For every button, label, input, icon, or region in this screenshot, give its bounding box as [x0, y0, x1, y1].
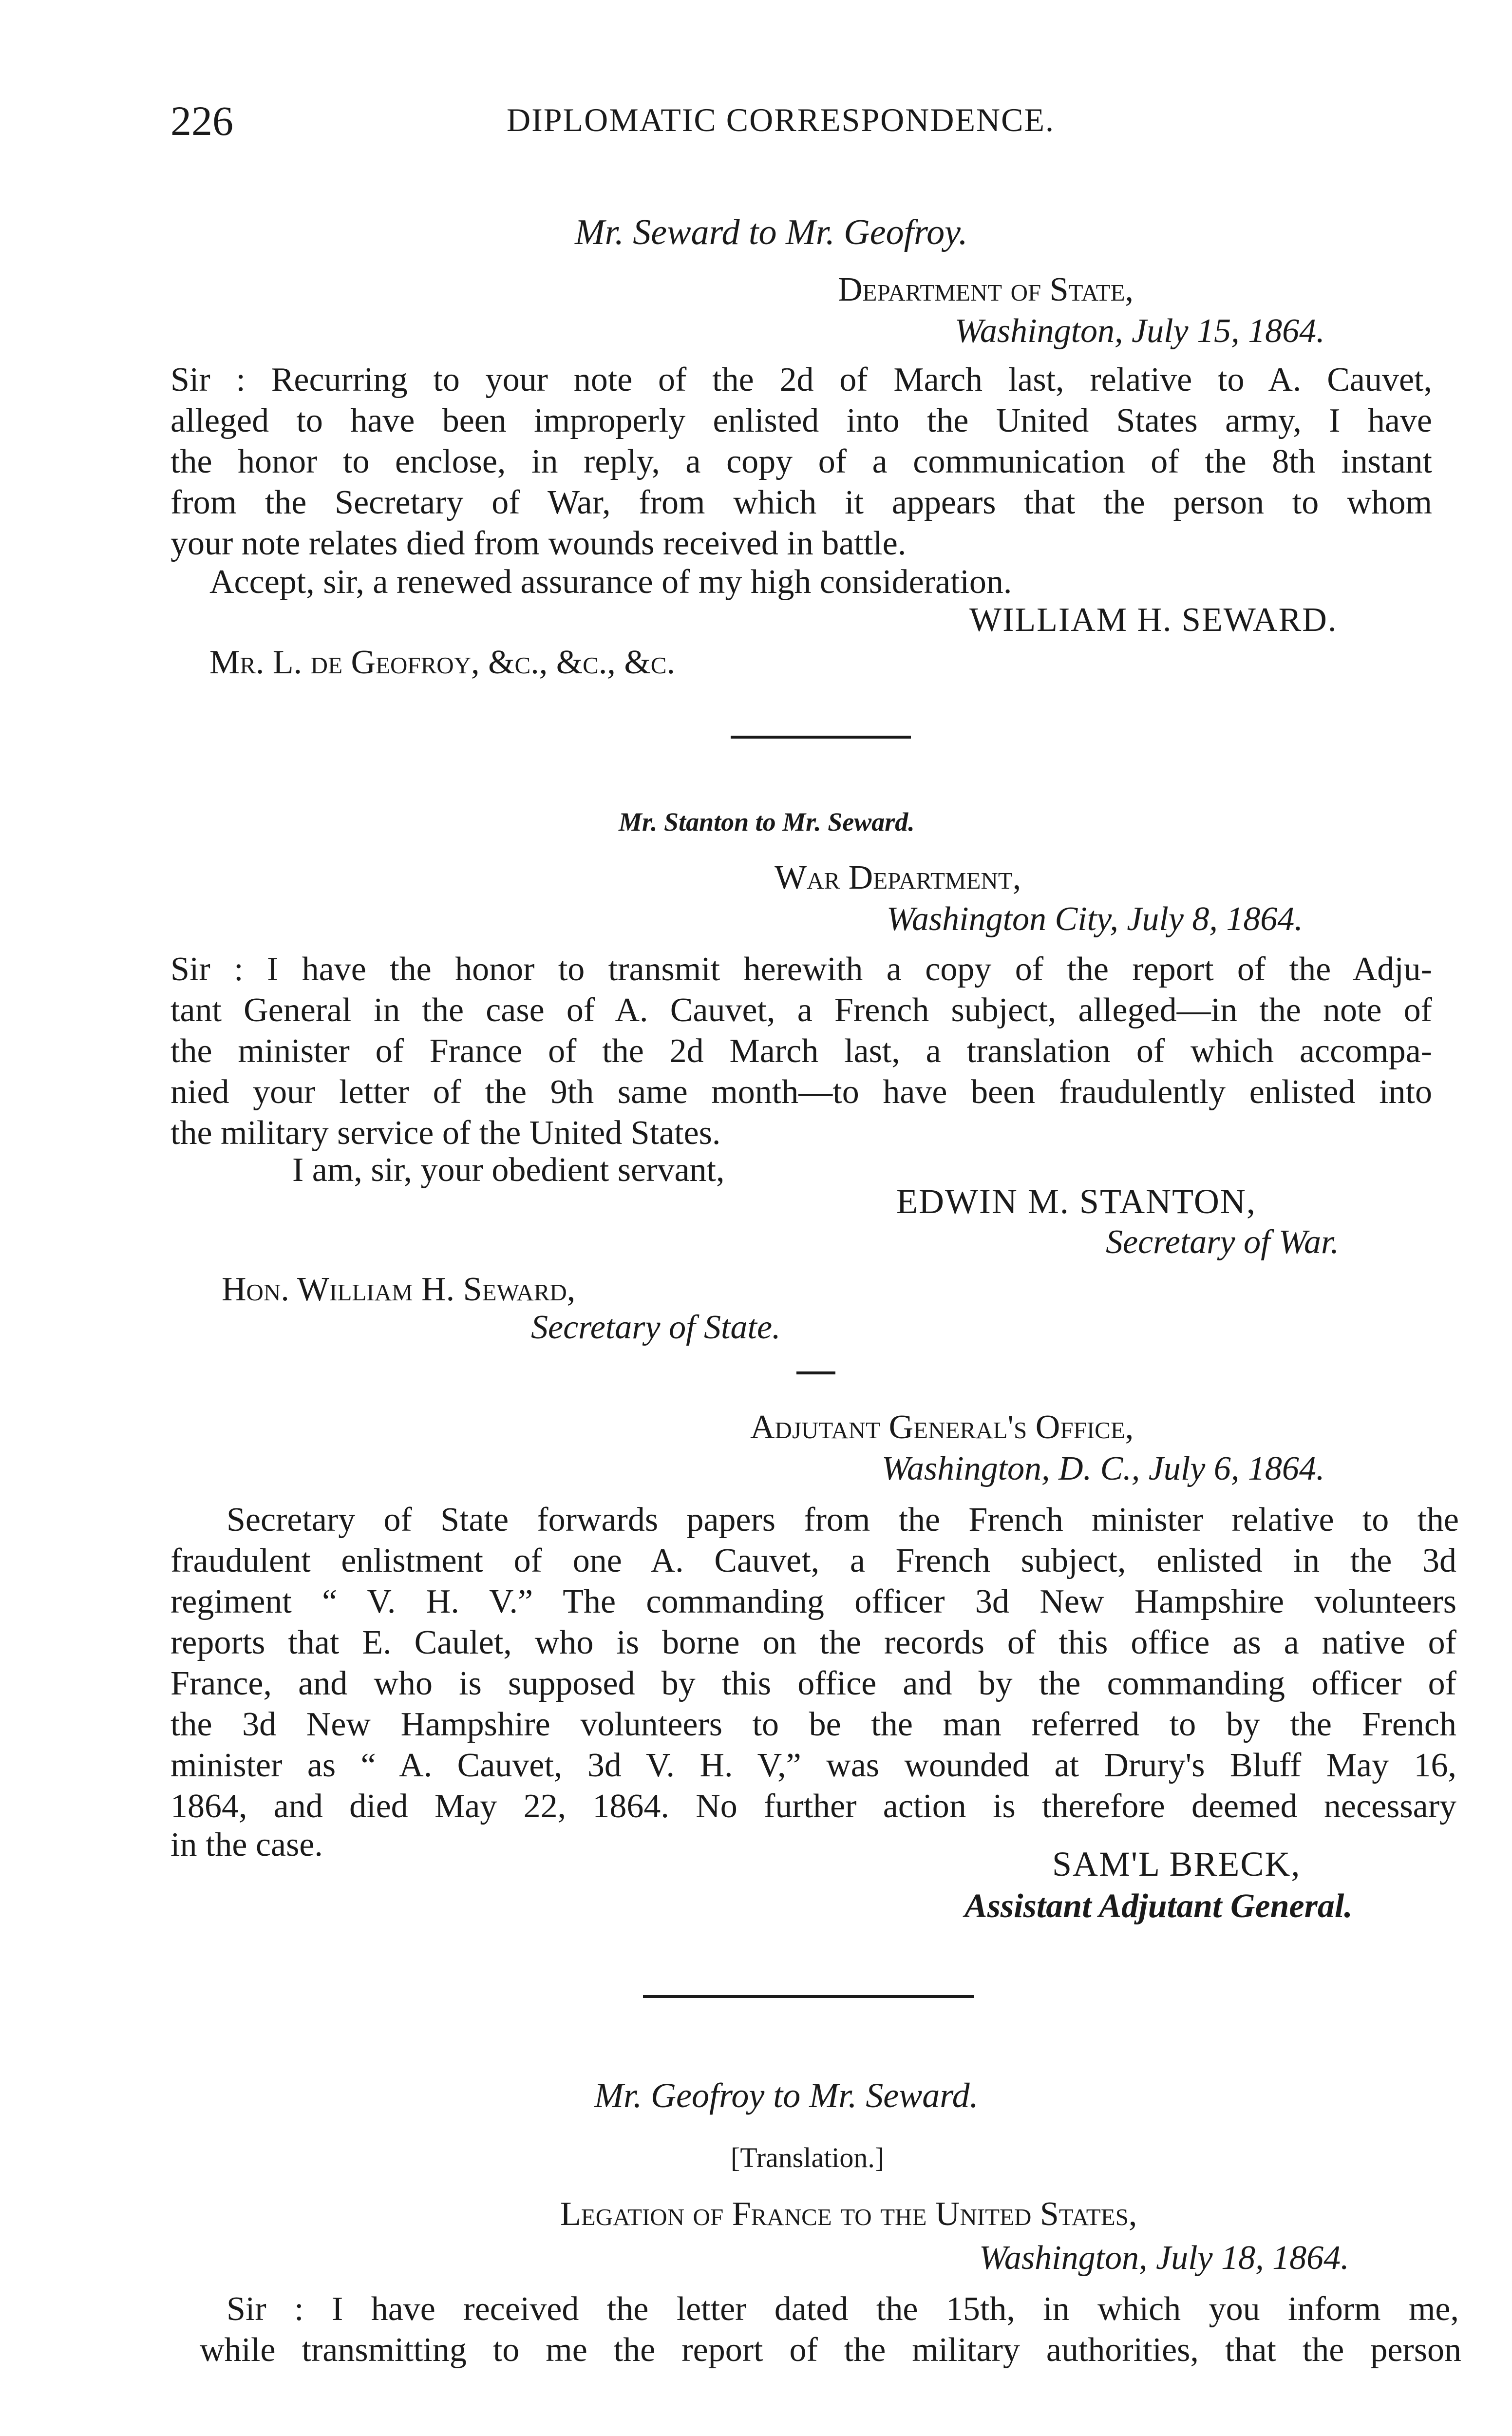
enclosure-line: in the case.	[170, 1826, 323, 1864]
letter2-line: tant General in the case of A. Cauvet, a French subject, alleged—in the note of	[170, 991, 1432, 1029]
letter3-line: while transmitting to me the report of the military authorities, that the person	[200, 2331, 1461, 2369]
letter1-signature: WILLIAM H. SEWARD.	[969, 601, 1338, 639]
page-number: 226	[170, 97, 233, 144]
letter1-addressee: Mr. L. de Geofroy, &c., &c., &c.	[209, 644, 675, 681]
letter2-addressee: Hon. William H. Seward,	[222, 1271, 576, 1308]
letter3-office: Legation of France to the United States,	[560, 2195, 1137, 2233]
letter1-line: Sir : Recurring to your note of the 2d of March last, relative to A. Cauvet,	[170, 361, 1432, 399]
letter1-line: the honor to enclose, in reply, a copy of a communication of the 8th instant	[170, 443, 1432, 480]
letter1-heading: Mr. Seward to Mr. Geofroy.	[575, 212, 968, 252]
letter2-addressee-title: Secretary of State.	[531, 1309, 781, 1346]
letter2-line: Sir : I have the honor to transmit herewith a copy of the report of the Adju-	[170, 951, 1432, 988]
enclosure-line: Secretary of State forwards papers from the French minister relative to the	[227, 1501, 1459, 1539]
enclosure-place-date: Washington, D. C., July 6, 1864.	[882, 1450, 1325, 1487]
letter2-office: War Department,	[775, 859, 1021, 896]
enclosure-office: Adjutant General's Office,	[750, 1408, 1134, 1446]
letter2-line: nied your letter of the 9th same month—to have been fraudulently enlisted into	[170, 1073, 1432, 1111]
letter1-line: from the Secretary of War, from which it appears that the person to whom	[170, 484, 1432, 521]
letter2-line: the minister of France of the 2d March last, a translation of which accompa-	[170, 1032, 1432, 1070]
letter1-place-date: Washington, July 15, 1864.	[955, 312, 1325, 350]
letter3-place-date: Washington, July 18, 1864.	[979, 2239, 1349, 2277]
enclosure-signature-title: Assistant Adjutant General.	[964, 1887, 1353, 1925]
letter1-line: alleged to have been improperly enlisted into the United States army, I have	[170, 402, 1432, 439]
letter3-line: Sir : I have received the letter dated the 15th, in which you inform me,	[227, 2290, 1459, 2328]
letter1-office: Department of State,	[838, 271, 1134, 308]
enclosure-line: reports that E. Caulet, who is borne on the records of this office as a native of	[170, 1624, 1456, 1661]
enclosure-line: the 3d New Hampshire volunteers to be the man referred to by the French	[170, 1706, 1456, 1743]
letter2-closing: I am, sir, your obedient servant,	[292, 1151, 725, 1189]
letter1-closing: Accept, sir, a renewed assurance of my high consideration.	[209, 563, 1012, 601]
letter1-line: your note relates died from wounds received in battle.	[170, 525, 907, 562]
enclosure-line: 1864, and died May 22, 1864. No further action is therefore deemed necessary	[170, 1788, 1456, 1825]
enclosure-line: minister as “ A. Cauvet, 3d V. H. V,” was wounded at Drury's Bluff May 16,	[170, 1747, 1456, 1784]
letter3-heading: Mr. Geofroy to Mr. Seward.	[594, 2076, 979, 2115]
letter2-place-date: Washington City, July 8, 1864.	[887, 900, 1303, 938]
letter2-line: the military service of the United States.	[170, 1114, 721, 1152]
enclosure-signature: SAM'L BRECK,	[1052, 1845, 1301, 1884]
enclosure-divider	[796, 1371, 835, 1374]
section-divider	[643, 1995, 974, 1998]
letter3-translation-note: [Translation.]	[731, 2142, 885, 2173]
running-title: DIPLOMATIC CORRESPONDENCE.	[507, 101, 1055, 138]
letter2-heading: Mr. Stanton to Mr. Seward.	[619, 807, 915, 837]
enclosure-line: fraudulent enlistment of one A. Cauvet, a French subject, enlisted in the 3d	[170, 1542, 1456, 1580]
section-divider	[731, 736, 911, 739]
enclosure-line: France, and who is supposed by this office and by the commanding officer of	[170, 1665, 1456, 1702]
enclosure-line: regiment “ V. H. V.” The commanding officer 3d New Hampshire volunteers	[170, 1583, 1456, 1620]
letter2-signature-title: Secretary of War.	[1106, 1223, 1339, 1261]
letter2-signature: EDWIN M. STANTON,	[896, 1182, 1256, 1221]
